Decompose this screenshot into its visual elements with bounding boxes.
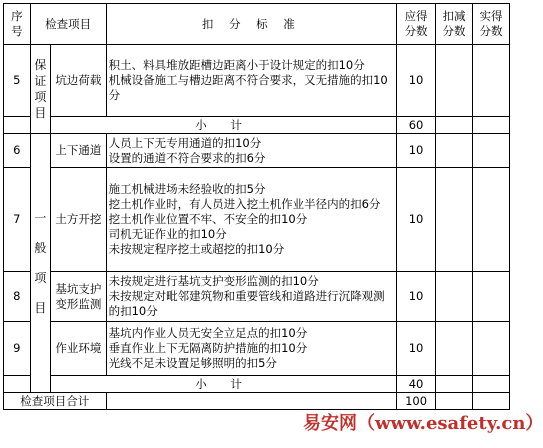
row-actual-score xyxy=(473,168,510,272)
subtotal-row xyxy=(4,376,510,393)
subtotal-label: 小 计 xyxy=(51,376,397,393)
row-no: 9 xyxy=(4,322,31,376)
row-item: 土方开挖 xyxy=(51,168,106,272)
table-row xyxy=(4,134,510,168)
guarantee-group-label: 保证项目 xyxy=(30,45,51,134)
header-actual-score: 实得分数 xyxy=(473,4,510,45)
row-actual-score xyxy=(473,134,510,168)
total-blank xyxy=(106,393,396,410)
table-row xyxy=(4,45,510,117)
total-score: 100 xyxy=(397,393,436,410)
row-due-score: 10 xyxy=(397,134,436,168)
subtotal-score: 40 xyxy=(397,376,436,393)
subtotal-no xyxy=(4,376,31,393)
row-standard: 施工机械进场未经验收的扣5分 挖土机作业时，有人员进入挖土机作业半径内的扣6分 挖土机作业位置不牢、不安全的扣10分 司机无证作业的扣10分 未按规定程序挖土或超挖的扣10分 xyxy=(106,168,396,272)
row-standard: 人员上下无专用通道的扣10分 设置的通道不符合要求的扣6分 xyxy=(106,134,396,168)
header-standard: 扣 分 标 准 xyxy=(106,4,396,45)
header-row xyxy=(4,4,510,45)
row-actual-score xyxy=(473,45,510,117)
row-deduct-score xyxy=(436,134,473,168)
header-no: 序号 xyxy=(4,4,31,45)
row-item: 上下通道 xyxy=(51,134,106,168)
row-actual-score xyxy=(473,322,510,376)
subtotal-label: 小 计 xyxy=(51,117,397,134)
subtotal-score: 60 xyxy=(397,117,436,134)
header-item: 检查项目 xyxy=(30,4,106,45)
subtotal-deduct xyxy=(436,117,473,134)
subtotal-actual xyxy=(473,117,510,134)
row-no: 8 xyxy=(4,272,31,322)
row-due-score: 10 xyxy=(397,322,436,376)
general-group-label: 一般项目 xyxy=(30,134,51,393)
header-deduct-score: 扣减分数 xyxy=(436,4,473,45)
row-deduct-score xyxy=(436,272,473,322)
subtotal-deduct xyxy=(436,376,473,393)
row-no: 5 xyxy=(4,45,31,117)
row-deduct-score xyxy=(436,322,473,376)
row-standard: 积土、料具堆放距槽边距离小于设计规定的扣10分 机械设备施工与槽边距离不符合要求，又无措施的扣10分 xyxy=(106,45,396,117)
header-due-score: 应得分数 xyxy=(397,4,436,45)
total-actual xyxy=(473,393,510,410)
subtotal-row xyxy=(4,117,510,134)
table-row xyxy=(4,272,510,322)
row-actual-score xyxy=(473,272,510,322)
row-item: 坑边荷载 xyxy=(51,45,106,117)
row-item: 作业环境 xyxy=(51,322,106,376)
subtotal-no xyxy=(4,117,31,134)
inspection-table xyxy=(3,3,510,410)
total-row xyxy=(4,393,510,410)
row-due-score: 10 xyxy=(397,272,436,322)
row-no: 7 xyxy=(4,168,31,272)
row-item: 基坑支护变形监测 xyxy=(51,272,106,322)
row-no: 6 xyxy=(4,134,31,168)
row-standard: 基坑内作业人员无安全立足点的扣10分 垂直作业上下无隔离防护措施的扣10分 光线不足未设置足够照明的扣5分 xyxy=(106,322,396,376)
row-due-score: 10 xyxy=(397,45,436,117)
row-deduct-score xyxy=(436,168,473,272)
total-label: 检查项目合计 xyxy=(4,393,107,410)
subtotal-actual xyxy=(473,376,510,393)
site-watermark: 易安网（www.esafety.cn） xyxy=(303,411,515,437)
row-due-score: 10 xyxy=(397,168,436,272)
table-row xyxy=(4,322,510,376)
row-standard: 未按规定进行基坑支护变形监测的扣10分 未按规定对毗邻建筑物和重要管线和道路进行沉降观测的扣10分 xyxy=(106,272,396,322)
table-row xyxy=(4,168,510,272)
row-deduct-score xyxy=(436,45,473,117)
total-deduct xyxy=(436,393,473,410)
